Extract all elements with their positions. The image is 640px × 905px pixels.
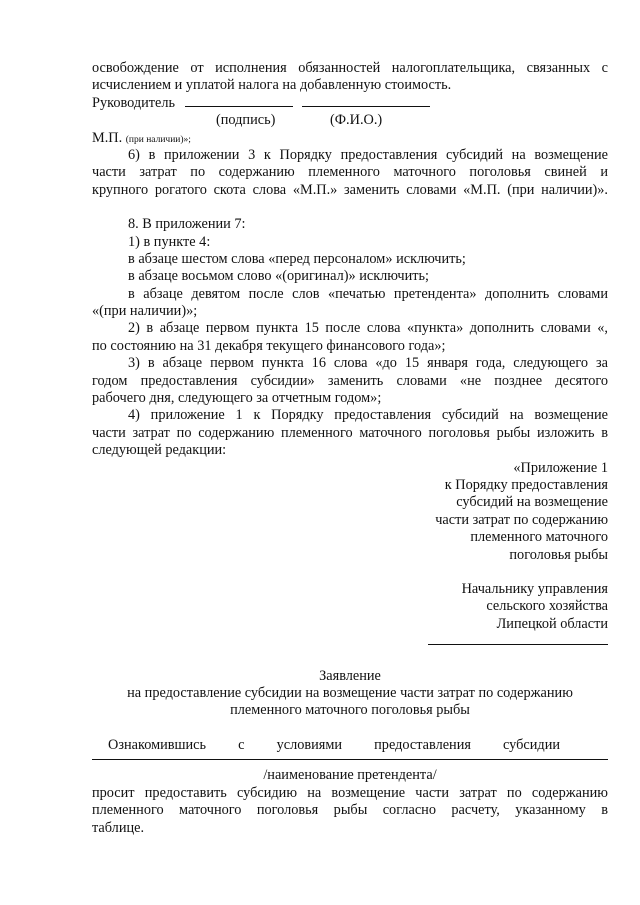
appendix-line: части затрат по содержанию: [435, 511, 608, 528]
text-line: освобождение от исполнения обязанностей налогоплательщика, связанных с: [92, 60, 608, 76]
paragraph-line: в абзаце восьмом слово «(оригинал)» исключить;: [128, 268, 429, 285]
appendix-header: [92, 460, 608, 564]
addressee-blank-row: [92, 633, 608, 650]
statement-subtitle: племенного маточного поголовья рыбы: [230, 702, 470, 719]
statement-title: Заявление: [319, 667, 381, 684]
appendix-line: к Порядку предоставления: [444, 476, 608, 493]
sign-caption: (подпись): [216, 112, 276, 129]
addressee-line: Липецкой области: [496, 615, 608, 632]
paragraph-line: в абзаце шестом слова «перед персоналом» исключить;: [128, 250, 466, 267]
addressee-block: [92, 581, 608, 651]
paragraph-line: «(при наличии)»;: [92, 303, 198, 320]
paragraph-line: по состоянию на 31 декабря текущего финансового года»;: [92, 337, 446, 354]
appendix-line: «Приложение 1: [513, 459, 608, 476]
paragraph-line: 1) в пункте 4:: [128, 233, 211, 250]
appendix-line: поголовья рыбы: [509, 546, 608, 563]
stamp-note: (при наличии)»;: [125, 134, 191, 145]
paragraph-line: в абзаце девятом после слов «печатью претендента» дополнить словами: [128, 285, 608, 302]
statement-intro: Ознакомившись с условиями предоставления субсидии: [108, 736, 560, 753]
paragraph-line: годом предоставления субсидии» заменить словами «не позднее десятого: [92, 372, 608, 389]
section-heading: 8. В приложении 7:: [128, 216, 246, 233]
paragraph-line: следующей редакции:: [92, 442, 227, 459]
paragraph-line: 4) приложение 1 к Порядку предоставления субсидий на возмещение: [128, 407, 608, 424]
head-label: Руководитель: [92, 94, 176, 111]
signature-line: [92, 95, 608, 112]
paragraph-line: части затрат по содержанию племенного маточного поголовья свиней и: [92, 164, 608, 181]
paragraph-line: просит предоставить субсидию на возмещение части затрат по содержанию: [92, 784, 608, 801]
addressee-line: Начальнику управления: [461, 580, 608, 597]
addressee-line: сельского хозяйства: [486, 598, 608, 615]
paragraph-line: 6) в приложении 3 к Порядку предоставления субсидий на возмещение: [128, 146, 608, 163]
stamp-label: М.П.: [92, 129, 123, 146]
appendix-line: субсидий на возмещение: [456, 494, 608, 511]
paragraph-line: 2) в абзаце первом пункта 15 после слова «пункта» дополнить словами «,: [128, 320, 608, 337]
paragraph-line: крупного рогатого скота слова «М.П.» заменить словами «М.П. (при наличии)».: [92, 181, 608, 198]
appendix-line: племенного маточного: [470, 529, 608, 546]
paragraph-line: части затрат по содержанию племенного маточного поголовья рыбы изложить в: [92, 424, 608, 441]
stamp-line: [92, 130, 608, 147]
text-line: исчислением и уплатой налога на добавленную стоимость.: [92, 77, 452, 94]
document-page: [92, 60, 608, 837]
paragraph-line: таблице.: [92, 819, 145, 836]
statement-subtitle: на предоставление субсидии на возмещение части затрат по содержанию: [127, 684, 573, 701]
fio-blank: [302, 106, 430, 107]
signature-captions: [92, 112, 608, 129]
applicant-name-caption: /наименование претендента/: [263, 767, 437, 784]
paragraph-line: рабочего дня, следующего за отчетным годом»;: [92, 390, 382, 407]
paragraph-line: племенного маточного поголовья рыбы согласно расчету, указанному в: [92, 802, 608, 819]
paragraph-line: 3) в абзаце первом пункта 16 слова «до 15 января года, следующего за: [128, 355, 608, 372]
applicant-name-blank: [92, 759, 608, 760]
addressee-blank: [428, 644, 608, 645]
signature-blank: [185, 106, 293, 107]
fio-caption: (Ф.И.О.): [330, 112, 383, 129]
